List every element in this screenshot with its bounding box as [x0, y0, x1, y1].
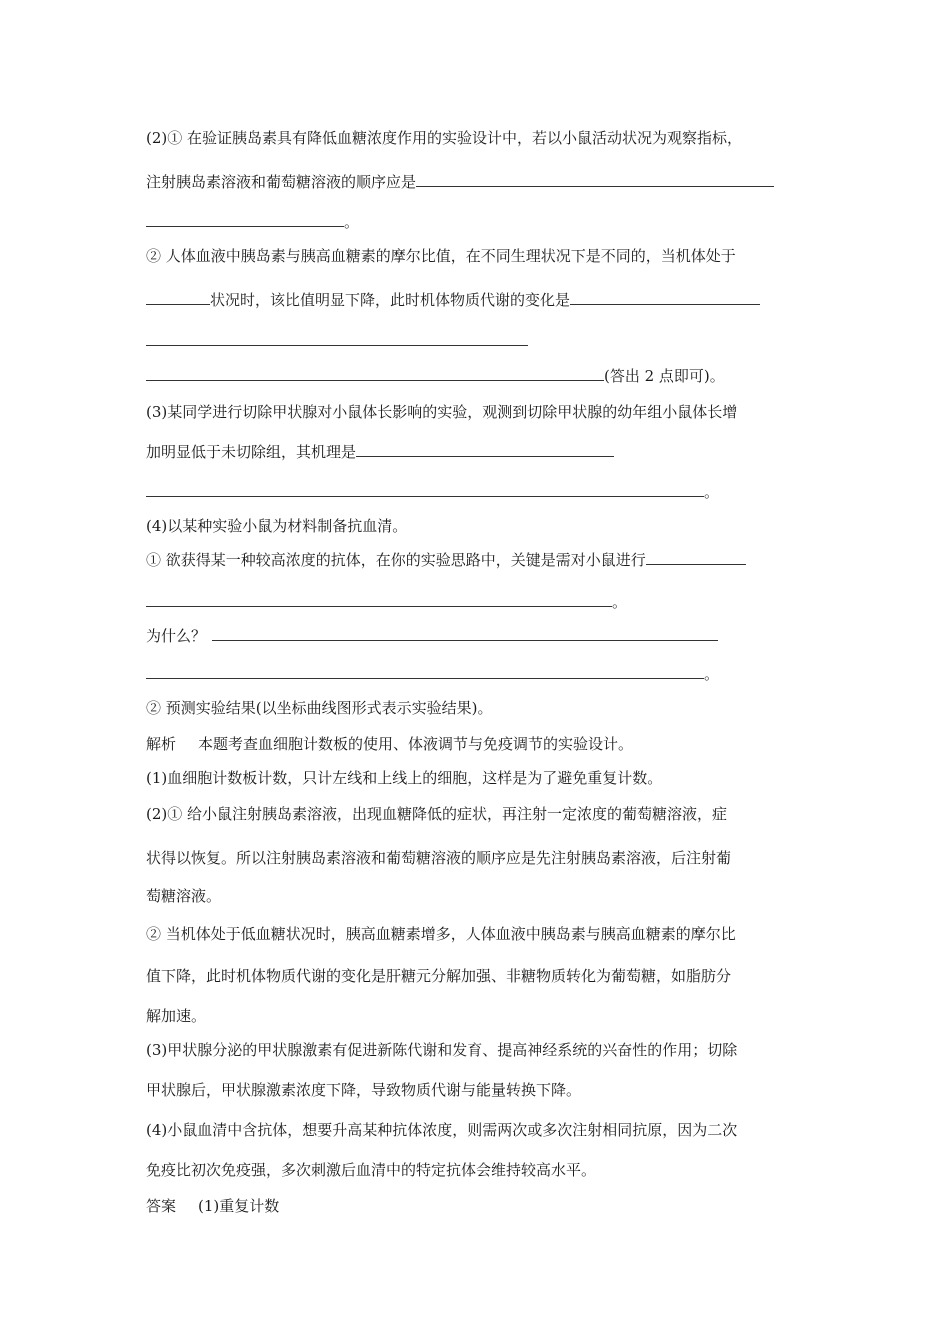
answer-blank[interactable] [146, 482, 704, 497]
q2-part1-line1: (2)① 在验证胰岛素具有降低血糖浓度作用的实验设计中，若以小鼠活动状况为观察指标， [146, 129, 743, 147]
q4-why-line [146, 626, 718, 646]
answer-blank-line[interactable] [146, 345, 528, 346]
q2-part2-line4 [146, 366, 725, 386]
analysis-label: 解析 [146, 735, 177, 753]
answer-blank[interactable] [416, 172, 774, 187]
analysis-4-line1: (4)小鼠血清中含抗体，想要升高某种抗体浓度，则需两次或多次注射相同抗原，因为二次 [146, 1121, 738, 1139]
q2-part2-note: (答出 2 点即可)。 [604, 367, 725, 385]
q3-line2 [146, 442, 614, 462]
q2-part1-line3 [146, 212, 359, 232]
q4-why-prompt: 为什么？ [146, 627, 207, 645]
q2-part1-line2 [146, 172, 774, 192]
q4-title: (4)以某种实验小鼠为材料制备抗血清。 [146, 517, 408, 535]
q4-part1-prompt: ① 欲获得某一种较高浓度的抗体，在你的实验思路中，关键是需对小鼠进行 [146, 551, 646, 569]
q4-part1-line2 [146, 592, 627, 612]
period: 。 [344, 213, 360, 231]
answer-line [146, 1196, 279, 1216]
q3-line3 [146, 482, 719, 502]
answer-blank[interactable] [146, 366, 604, 381]
q4-part1-line1 [146, 550, 746, 570]
answer-1: (1)重复计数 [198, 1197, 280, 1215]
analysis-3-line1: (3)甲状腺分泌的甲状腺激素有促进新陈代谢和发育、提高神经系统的兴奋性的作用；切除 [146, 1041, 738, 1059]
q2-part2-prompt: 状况时，该比值明显下降，此时机体物质代谢的变化是 [210, 291, 571, 309]
analysis-2b-line1: ② 当机体处于低血糖状况时，胰高血糖素增多，人体血液中胰岛素与胰高血糖素的摩尔比 [146, 925, 736, 943]
analysis-intro: 本题考查血细胞计数板的使用、体液调节与免疫调节的实验设计。 [198, 735, 634, 753]
q2-part2-line2 [146, 290, 760, 310]
analysis-3-line2: 甲状腺后，甲状腺激素浓度下降，导致物质代谢与能量转换下降。 [146, 1081, 582, 1099]
q3-line1: (3)某同学进行切除甲状腺对小鼠体长影响的实验，观测到切除甲状腺的幼年组小鼠体长增 [146, 403, 738, 421]
analysis-2b-line2: 值下降，此时机体物质代谢的变化是肝糖元分解加强、非糖物质转化为葡萄糖，如脂肪分 [146, 967, 732, 985]
period: 。 [704, 665, 720, 683]
analysis-1: (1)血细胞计数板计数，只计左线和上线上的细胞，这样是为了避免重复计数。 [146, 769, 663, 787]
analysis-intro-line [146, 734, 633, 754]
analysis-2-line1: (2)① 给小鼠注射胰岛素溶液，出现血糖降低的症状，再注射一定浓度的葡萄糖溶液，症 [146, 805, 728, 823]
answer-blank[interactable] [212, 626, 718, 641]
q4-why-line2 [146, 664, 719, 684]
analysis-4-line2: 免疫比初次免疫强，多次刺激后血清中的特定抗体会维持较高水平。 [146, 1161, 597, 1179]
period: 。 [612, 593, 628, 611]
answer-blank[interactable] [570, 290, 760, 305]
answer-blank[interactable] [146, 592, 612, 607]
answer-blank[interactable] [146, 664, 704, 679]
q3-prompt: 加明显低于未切除组，其机理是 [146, 443, 357, 461]
q4-part2: ② 预测实验结果(以坐标曲线图形式表示实验结果)。 [146, 699, 493, 717]
answer-blank[interactable] [146, 290, 210, 305]
analysis-2b-line3: 解加速。 [146, 1007, 207, 1025]
analysis-2-line2: 状得以恢复。所以注射胰岛素溶液和葡萄糖溶液的顺序应是先注射胰岛素溶液，后注射葡 [146, 849, 732, 867]
q2-part1-prompt: 注射胰岛素溶液和葡萄糖溶液的顺序应是 [146, 173, 417, 191]
answer-label: 答案 [146, 1197, 177, 1215]
analysis-2-line3: 萄糖溶液。 [146, 887, 222, 905]
period: 。 [704, 483, 720, 501]
answer-blank[interactable] [146, 212, 344, 227]
answer-blank[interactable] [356, 442, 614, 457]
answer-blank[interactable] [646, 550, 746, 565]
q2-part2-line1: ② 人体血液中胰岛素与胰高血糖素的摩尔比值，在不同生理状况下是不同的，当机体处于 [146, 247, 736, 265]
